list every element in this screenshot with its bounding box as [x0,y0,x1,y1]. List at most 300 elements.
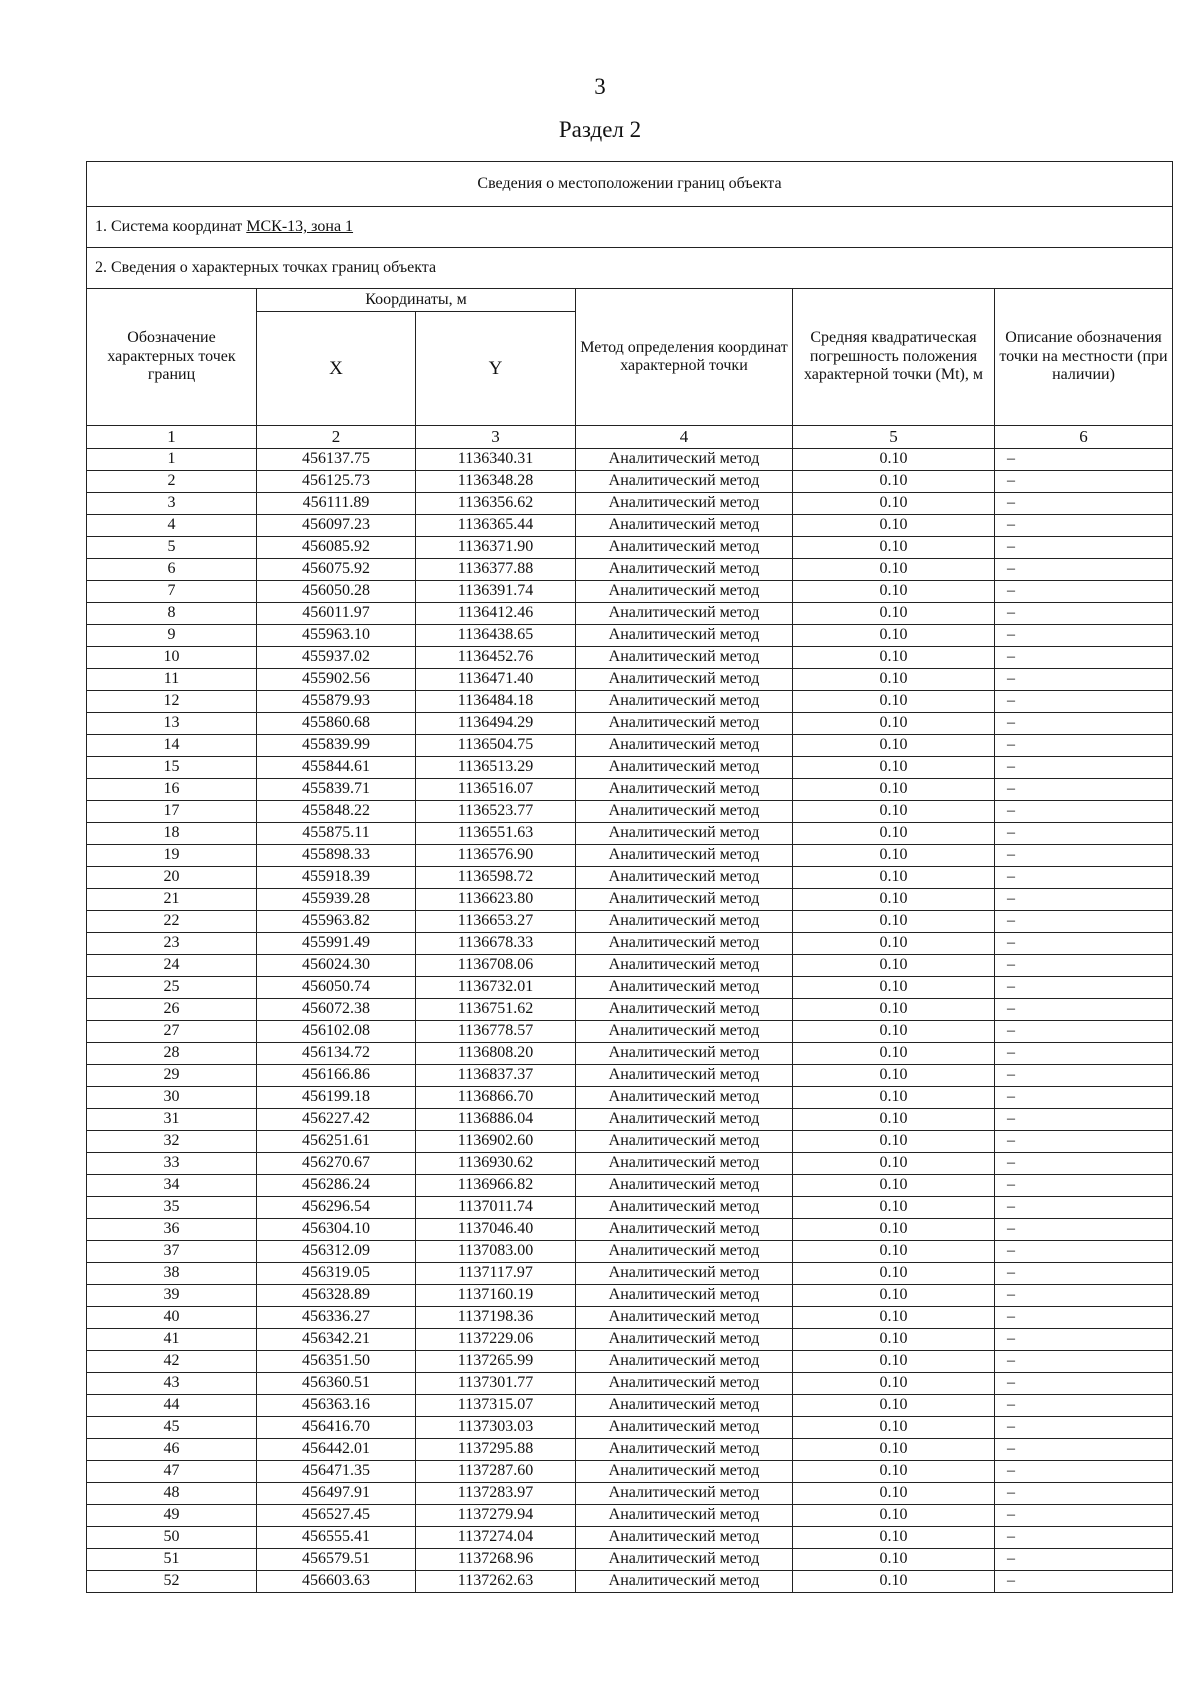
header-y: Y [416,312,576,426]
method-cell: Аналитический метод [576,581,793,603]
description-cell: – [995,801,1173,823]
description-cell: – [995,515,1173,537]
x-coordinate-cell: 456471.35 [257,1461,416,1483]
header-designation: Обозначение характерных точек границ [87,289,257,426]
description-cell: – [995,757,1173,779]
point-id-cell: 13 [87,713,257,735]
x-coordinate-cell: 456097.23 [257,515,416,537]
description-cell: – [995,537,1173,559]
table-row [87,647,1173,669]
method-cell: Аналитический метод [576,845,793,867]
y-coordinate-cell: 1136886.04 [416,1109,576,1131]
x-coordinate-cell: 456497.91 [257,1483,416,1505]
x-coordinate-cell: 456072.38 [257,999,416,1021]
y-coordinate-cell: 1136371.90 [416,537,576,559]
error-cell: 0.10 [793,471,995,493]
y-coordinate-cell: 1136391.74 [416,581,576,603]
table-row [87,977,1173,999]
table-row [87,471,1173,493]
table-row [87,955,1173,977]
x-coordinate-cell: 456125.73 [257,471,416,493]
y-coordinate-cell: 1136484.18 [416,691,576,713]
y-coordinate-cell: 1136778.57 [416,1021,576,1043]
point-id-cell: 4 [87,515,257,537]
table-row [87,801,1173,823]
error-cell: 0.10 [793,889,995,911]
method-cell: Аналитический метод [576,1527,793,1549]
description-cell: – [995,1527,1173,1549]
y-coordinate-cell: 1136751.62 [416,999,576,1021]
table-row [87,559,1173,581]
y-coordinate-cell: 1137283.97 [416,1483,576,1505]
description-cell: – [995,977,1173,999]
error-cell: 0.10 [793,1087,995,1109]
point-id-cell: 36 [87,1219,257,1241]
error-cell: 0.10 [793,1373,995,1395]
header-x: X [257,312,416,426]
method-cell: Аналитический метод [576,1021,793,1043]
x-coordinate-cell: 456351.50 [257,1351,416,1373]
x-coordinate-cell: 456296.54 [257,1197,416,1219]
point-id-cell: 51 [87,1549,257,1571]
table-row [87,1175,1173,1197]
section-title: Раздел 2 [558,117,642,142]
error-cell: 0.10 [793,1197,995,1219]
error-cell: 0.10 [793,735,995,757]
description-cell: – [995,1461,1173,1483]
table-row [87,1065,1173,1087]
y-coordinate-cell: 1136523.77 [416,801,576,823]
error-cell: 0.10 [793,1175,995,1197]
error-cell: 0.10 [793,977,995,999]
x-coordinate-cell: 456134.72 [257,1043,416,1065]
method-cell: Аналитический метод [576,1043,793,1065]
point-id-cell: 7 [87,581,257,603]
table-row [87,1351,1173,1373]
error-cell: 0.10 [793,603,995,625]
y-coordinate-cell: 1136504.75 [416,735,576,757]
y-coordinate-cell: 1136866.70 [416,1087,576,1109]
y-coordinate-cell: 1137287.60 [416,1461,576,1483]
point-id-cell: 48 [87,1483,257,1505]
y-coordinate-cell: 1137160.19 [416,1285,576,1307]
y-coordinate-cell: 1137315.07 [416,1395,576,1417]
description-cell: – [995,955,1173,977]
x-coordinate-cell: 455839.71 [257,779,416,801]
y-coordinate-cell: 1136808.20 [416,1043,576,1065]
column-number: 6 [995,426,1173,449]
method-cell: Аналитический метод [576,449,793,471]
error-cell: 0.10 [793,581,995,603]
y-coordinate-cell: 1137262.63 [416,1571,576,1593]
error-cell: 0.10 [793,537,995,559]
y-coordinate-cell: 1136678.33 [416,933,576,955]
method-cell: Аналитический метод [576,823,793,845]
error-cell: 0.10 [793,1109,995,1131]
point-id-cell: 50 [87,1527,257,1549]
description-cell: – [995,1505,1173,1527]
description-cell: – [995,1219,1173,1241]
description-cell: – [995,1131,1173,1153]
point-id-cell: 20 [87,867,257,889]
table-row [87,889,1173,911]
x-coordinate-cell: 455963.82 [257,911,416,933]
method-cell: Аналитический метод [576,1197,793,1219]
table-row [87,1373,1173,1395]
x-coordinate-cell: 456416.70 [257,1417,416,1439]
description-cell: – [995,1197,1173,1219]
point-id-cell: 47 [87,1461,257,1483]
point-id-cell: 5 [87,537,257,559]
description-cell: – [995,1351,1173,1373]
table-row [87,1043,1173,1065]
method-cell: Аналитический метод [576,1417,793,1439]
table-row [87,1307,1173,1329]
table-row [87,1417,1173,1439]
method-cell: Аналитический метод [576,559,793,581]
error-cell: 0.10 [793,647,995,669]
point-id-cell: 26 [87,999,257,1021]
description-cell: – [995,1571,1173,1593]
error-cell: 0.10 [793,1153,995,1175]
description-cell: – [995,933,1173,955]
x-coordinate-cell: 455860.68 [257,713,416,735]
description-cell: – [995,1307,1173,1329]
error-cell: 0.10 [793,1329,995,1351]
method-cell: Аналитический метод [576,1263,793,1285]
y-coordinate-cell: 1136516.07 [416,779,576,801]
description-cell: – [995,1087,1173,1109]
x-coordinate-cell: 456336.27 [257,1307,416,1329]
point-id-cell: 32 [87,1131,257,1153]
x-coordinate-cell: 456075.92 [257,559,416,581]
error-cell: 0.10 [793,625,995,647]
point-id-cell: 22 [87,911,257,933]
header-coordinates: Координаты, м [257,289,576,312]
error-cell: 0.10 [793,1461,995,1483]
y-coordinate-cell: 1136494.29 [416,713,576,735]
description-cell: – [995,1373,1173,1395]
method-cell: Аналитический метод [576,691,793,713]
method-cell: Аналитический метод [576,889,793,911]
table-row [87,669,1173,691]
description-cell: – [995,625,1173,647]
point-id-cell: 42 [87,1351,257,1373]
description-cell: – [995,1109,1173,1131]
y-coordinate-cell: 1136471.40 [416,669,576,691]
x-coordinate-cell: 455898.33 [257,845,416,867]
method-cell: Аналитический метод [576,933,793,955]
description-cell: – [995,779,1173,801]
error-cell: 0.10 [793,845,995,867]
description-cell: – [995,823,1173,845]
error-cell: 0.10 [793,1527,995,1549]
description-cell: – [995,669,1173,691]
x-coordinate-cell: 456111.89 [257,493,416,515]
y-coordinate-cell: 1136623.80 [416,889,576,911]
column-number: 3 [416,426,576,449]
point-id-cell: 34 [87,1175,257,1197]
method-cell: Аналитический метод [576,735,793,757]
method-cell: Аналитический метод [576,647,793,669]
x-coordinate-cell: 455937.02 [257,647,416,669]
point-id-cell: 15 [87,757,257,779]
method-cell: Аналитический метод [576,1065,793,1087]
description-cell: – [995,1549,1173,1571]
table-row [87,1395,1173,1417]
method-cell: Аналитический метод [576,1175,793,1197]
y-coordinate-cell: 1136902.60 [416,1131,576,1153]
error-cell: 0.10 [793,691,995,713]
method-cell: Аналитический метод [576,1461,793,1483]
x-coordinate-cell: 456166.86 [257,1065,416,1087]
x-coordinate-cell: 456050.74 [257,977,416,999]
point-id-cell: 12 [87,691,257,713]
point-id-cell: 6 [87,559,257,581]
error-cell: 0.10 [793,669,995,691]
table-row [87,581,1173,603]
table-row [87,1109,1173,1131]
y-coordinate-cell: 1137198.36 [416,1307,576,1329]
x-coordinate-cell: 455879.93 [257,691,416,713]
point-id-cell: 28 [87,1043,257,1065]
x-coordinate-cell: 455963.10 [257,625,416,647]
x-coordinate-cell: 456555.41 [257,1527,416,1549]
point-id-cell: 16 [87,779,257,801]
x-coordinate-cell: 456199.18 [257,1087,416,1109]
error-cell: 0.10 [793,955,995,977]
table-row [87,757,1173,779]
y-coordinate-cell: 1136365.44 [416,515,576,537]
method-cell: Аналитический метод [576,471,793,493]
table-row [87,1549,1173,1571]
y-coordinate-cell: 1137295.88 [416,1439,576,1461]
method-cell: Аналитический метод [576,1373,793,1395]
table-row [87,779,1173,801]
header-description: Описание обозначения точки на местности (при наличии) [995,289,1173,426]
y-coordinate-cell: 1137229.06 [416,1329,576,1351]
point-id-cell: 52 [87,1571,257,1593]
y-coordinate-cell: 1136930.62 [416,1153,576,1175]
x-coordinate-cell: 455839.99 [257,735,416,757]
table-row [87,1197,1173,1219]
method-cell: Аналитический метод [576,669,793,691]
y-coordinate-cell: 1137265.99 [416,1351,576,1373]
description-cell: – [995,999,1173,1021]
method-cell: Аналитический метод [576,757,793,779]
description-cell: – [995,1043,1173,1065]
error-cell: 0.10 [793,1505,995,1527]
description-cell: – [995,1329,1173,1351]
error-cell: 0.10 [793,1021,995,1043]
method-cell: Аналитический метод [576,1109,793,1131]
table-row [87,449,1173,471]
y-coordinate-cell: 1136412.46 [416,603,576,625]
column-number: 5 [793,426,995,449]
point-id-cell: 10 [87,647,257,669]
description-cell: – [995,911,1173,933]
boundary-points-table [86,161,1173,1593]
page-number: 3 [594,74,606,99]
point-id-cell: 23 [87,933,257,955]
description-cell: – [995,1483,1173,1505]
error-cell: 0.10 [793,1241,995,1263]
y-coordinate-cell: 1137011.74 [416,1197,576,1219]
table-row [87,1219,1173,1241]
error-cell: 0.10 [793,1131,995,1153]
point-id-cell: 24 [87,955,257,977]
table-row [87,1241,1173,1263]
point-id-cell: 9 [87,625,257,647]
error-cell: 0.10 [793,1307,995,1329]
table-row [87,823,1173,845]
error-cell: 0.10 [793,911,995,933]
x-coordinate-cell: 456603.63 [257,1571,416,1593]
method-cell: Аналитический метод [576,999,793,1021]
point-id-cell: 39 [87,1285,257,1307]
y-coordinate-cell: 1136653.27 [416,911,576,933]
x-coordinate-cell: 455902.56 [257,669,416,691]
x-coordinate-cell: 456360.51 [257,1373,416,1395]
description-cell: – [995,603,1173,625]
x-coordinate-cell: 455875.11 [257,823,416,845]
point-id-cell: 2 [87,471,257,493]
x-coordinate-cell: 456319.05 [257,1263,416,1285]
method-cell: Аналитический метод [576,1219,793,1241]
x-coordinate-cell: 456251.61 [257,1131,416,1153]
point-id-cell: 37 [87,1241,257,1263]
point-id-cell: 44 [87,1395,257,1417]
description-cell: – [995,1285,1173,1307]
x-coordinate-cell: 456085.92 [257,537,416,559]
x-coordinate-cell: 456579.51 [257,1549,416,1571]
header-error: Средняя квадратическая погрешность положения характерной точки (Mt), м [793,289,995,426]
table-row [87,713,1173,735]
description-cell: – [995,581,1173,603]
description-cell: – [995,889,1173,911]
column-number: 1 [87,426,257,449]
table-row [87,603,1173,625]
method-cell: Аналитический метод [576,537,793,559]
x-coordinate-cell: 456270.67 [257,1153,416,1175]
description-cell: – [995,1241,1173,1263]
y-coordinate-cell: 1137303.03 [416,1417,576,1439]
point-id-cell: 45 [87,1417,257,1439]
y-coordinate-cell: 1136340.31 [416,449,576,471]
method-cell: Аналитический метод [576,1153,793,1175]
error-cell: 0.10 [793,1285,995,1307]
header-method: Метод определения координат характерной точки [576,289,793,426]
error-cell: 0.10 [793,493,995,515]
y-coordinate-cell: 1136551.63 [416,823,576,845]
error-cell: 0.10 [793,779,995,801]
point-id-cell: 41 [87,1329,257,1351]
method-cell: Аналитический метод [576,493,793,515]
method-cell: Аналитический метод [576,779,793,801]
description-cell: – [995,845,1173,867]
error-cell: 0.10 [793,1549,995,1571]
error-cell: 0.10 [793,1395,995,1417]
error-cell: 0.10 [793,1219,995,1241]
point-id-cell: 31 [87,1109,257,1131]
method-cell: Аналитический метод [576,1241,793,1263]
method-cell: Аналитический метод [576,977,793,999]
point-id-cell: 17 [87,801,257,823]
x-coordinate-cell: 456363.16 [257,1395,416,1417]
method-cell: Аналитический метод [576,1505,793,1527]
y-coordinate-cell: 1137083.00 [416,1241,576,1263]
points-heading: 2. Сведения о характерных точках границ объекта [87,248,1173,289]
x-coordinate-cell: 456527.45 [257,1505,416,1527]
table-row [87,867,1173,889]
y-coordinate-cell: 1136438.65 [416,625,576,647]
table-row [87,1263,1173,1285]
point-id-cell: 18 [87,823,257,845]
table-row [87,1087,1173,1109]
method-cell: Аналитический метод [576,1549,793,1571]
y-coordinate-cell: 1137117.97 [416,1263,576,1285]
point-id-cell: 43 [87,1373,257,1395]
error-cell: 0.10 [793,713,995,735]
y-coordinate-cell: 1136708.06 [416,955,576,977]
y-coordinate-cell: 1137301.77 [416,1373,576,1395]
y-coordinate-cell: 1136377.88 [416,559,576,581]
x-coordinate-cell: 456137.75 [257,449,416,471]
y-coordinate-cell: 1136966.82 [416,1175,576,1197]
table-row [87,1131,1173,1153]
point-id-cell: 3 [87,493,257,515]
method-cell: Аналитический метод [576,1483,793,1505]
table-row [87,515,1173,537]
x-coordinate-cell: 456342.21 [257,1329,416,1351]
y-coordinate-cell: 1136452.76 [416,647,576,669]
x-coordinate-cell: 456328.89 [257,1285,416,1307]
point-id-cell: 29 [87,1065,257,1087]
method-cell: Аналитический метод [576,801,793,823]
table-row [87,933,1173,955]
description-cell: – [995,647,1173,669]
point-id-cell: 30 [87,1087,257,1109]
table-row [87,537,1173,559]
description-cell: – [995,1417,1173,1439]
error-cell: 0.10 [793,933,995,955]
error-cell: 0.10 [793,1439,995,1461]
table-row [87,1571,1173,1593]
x-coordinate-cell: 455844.61 [257,757,416,779]
method-cell: Аналитический метод [576,1131,793,1153]
error-cell: 0.10 [793,449,995,471]
error-cell: 0.10 [793,801,995,823]
method-cell: Аналитический метод [576,515,793,537]
method-cell: Аналитический метод [576,1285,793,1307]
point-id-cell: 25 [87,977,257,999]
x-coordinate-cell: 456312.09 [257,1241,416,1263]
point-id-cell: 46 [87,1439,257,1461]
error-cell: 0.10 [793,757,995,779]
y-coordinate-cell: 1137268.96 [416,1549,576,1571]
method-cell: Аналитический метод [576,603,793,625]
x-coordinate-cell: 455918.39 [257,867,416,889]
coordinate-system-row [87,207,1173,248]
table-row [87,1483,1173,1505]
description-cell: – [995,691,1173,713]
point-id-cell: 49 [87,1505,257,1527]
y-coordinate-cell: 1136837.37 [416,1065,576,1087]
coordinate-system-label: 1. Система координат [95,217,247,235]
description-cell: – [995,1263,1173,1285]
error-cell: 0.10 [793,559,995,581]
description-cell: – [995,735,1173,757]
